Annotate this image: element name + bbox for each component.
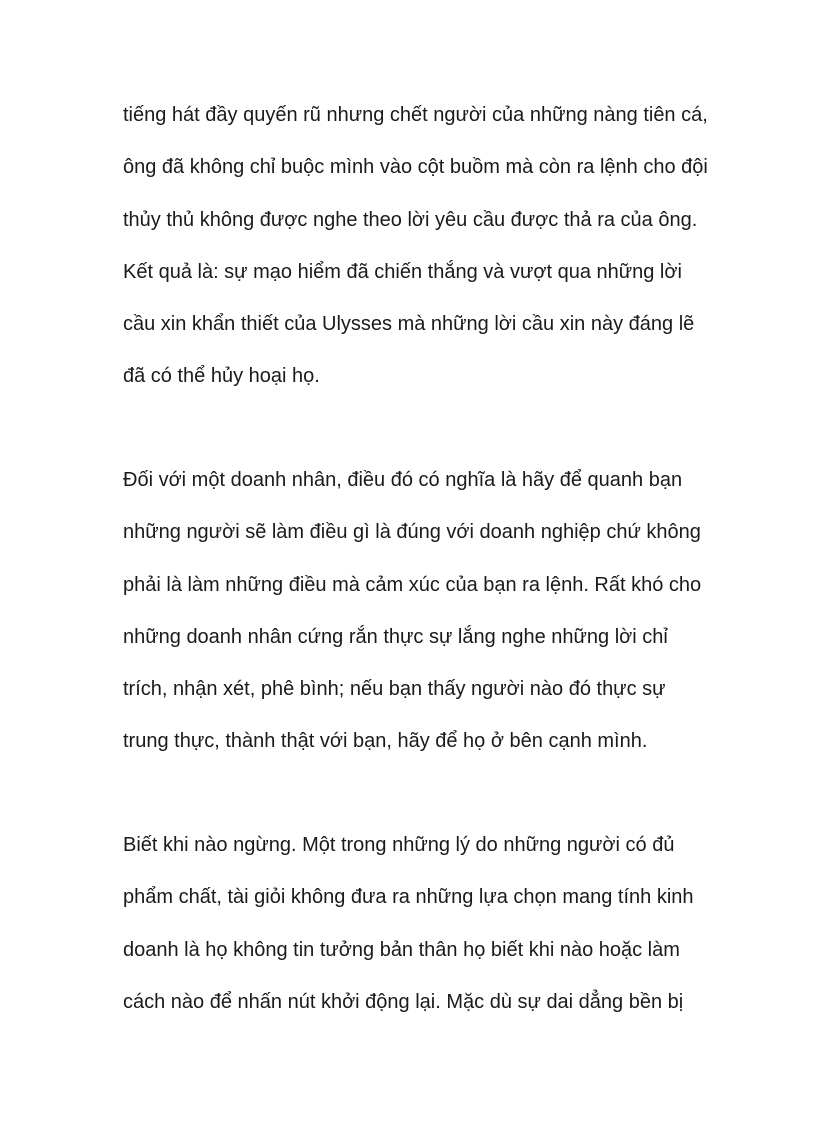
text-line: tiếng hát đầy quyến rũ nhưng chết người của những nàng tiên cá,	[123, 104, 708, 126]
text-line: thủy thủ không được nghe theo lời yêu cầu được thả ra của ông.	[123, 208, 698, 231]
text-line: đã có thể hủy hoại họ.	[123, 365, 320, 388]
text-line: cách nào để nhấn nút khởi động lại. Mặc dù sự dai dẳng bền bị	[123, 990, 684, 1013]
text-line: phẩm chất, tài giỏi không đưa ra những lựa chọn mang tính kinh	[123, 886, 694, 909]
paragraph	[123, 819, 803, 1028]
text-line: trung thực, thành thật với bạn, hãy để họ ở bên cạnh mình.	[123, 730, 648, 753]
text-line: phải là làm những điều mà cảm xúc của bạn ra lệnh. Rất khó cho	[123, 573, 702, 596]
text-line: trích, nhận xét, phê bình; nếu bạn thấy người nào đó thực sự	[123, 678, 666, 701]
text-line: ông đã không chỉ buộc mình vào cột buồm mà còn ra lệnh cho đội	[123, 156, 708, 179]
text-line: Biết khi nào ngừng. Một trong những lý do những người có đủ	[123, 834, 675, 856]
text-line: doanh là họ không tin tưởng bản thân họ biết khi nào hoặc làm	[123, 938, 680, 961]
text-line: những doanh nhân cứng rắn thực sự lắng nghe những lời chỉ	[123, 625, 668, 648]
text-line: những người sẽ làm điều gì là đúng với doanh nghiệp chứ không	[123, 521, 701, 544]
text-line: Kết quả là: sự mạo hiểm đã chiến thắng và vượt qua những lời	[123, 260, 682, 283]
paragraph	[123, 89, 803, 403]
paragraph	[123, 454, 803, 768]
text-line: Đối với một doanh nhân, điều đó có nghĩa là hãy để quanh bạn	[123, 469, 683, 491]
text-line: cầu xin khẩn thiết của Ulysses mà những lời cầu xin này đáng lẽ	[123, 313, 695, 336]
